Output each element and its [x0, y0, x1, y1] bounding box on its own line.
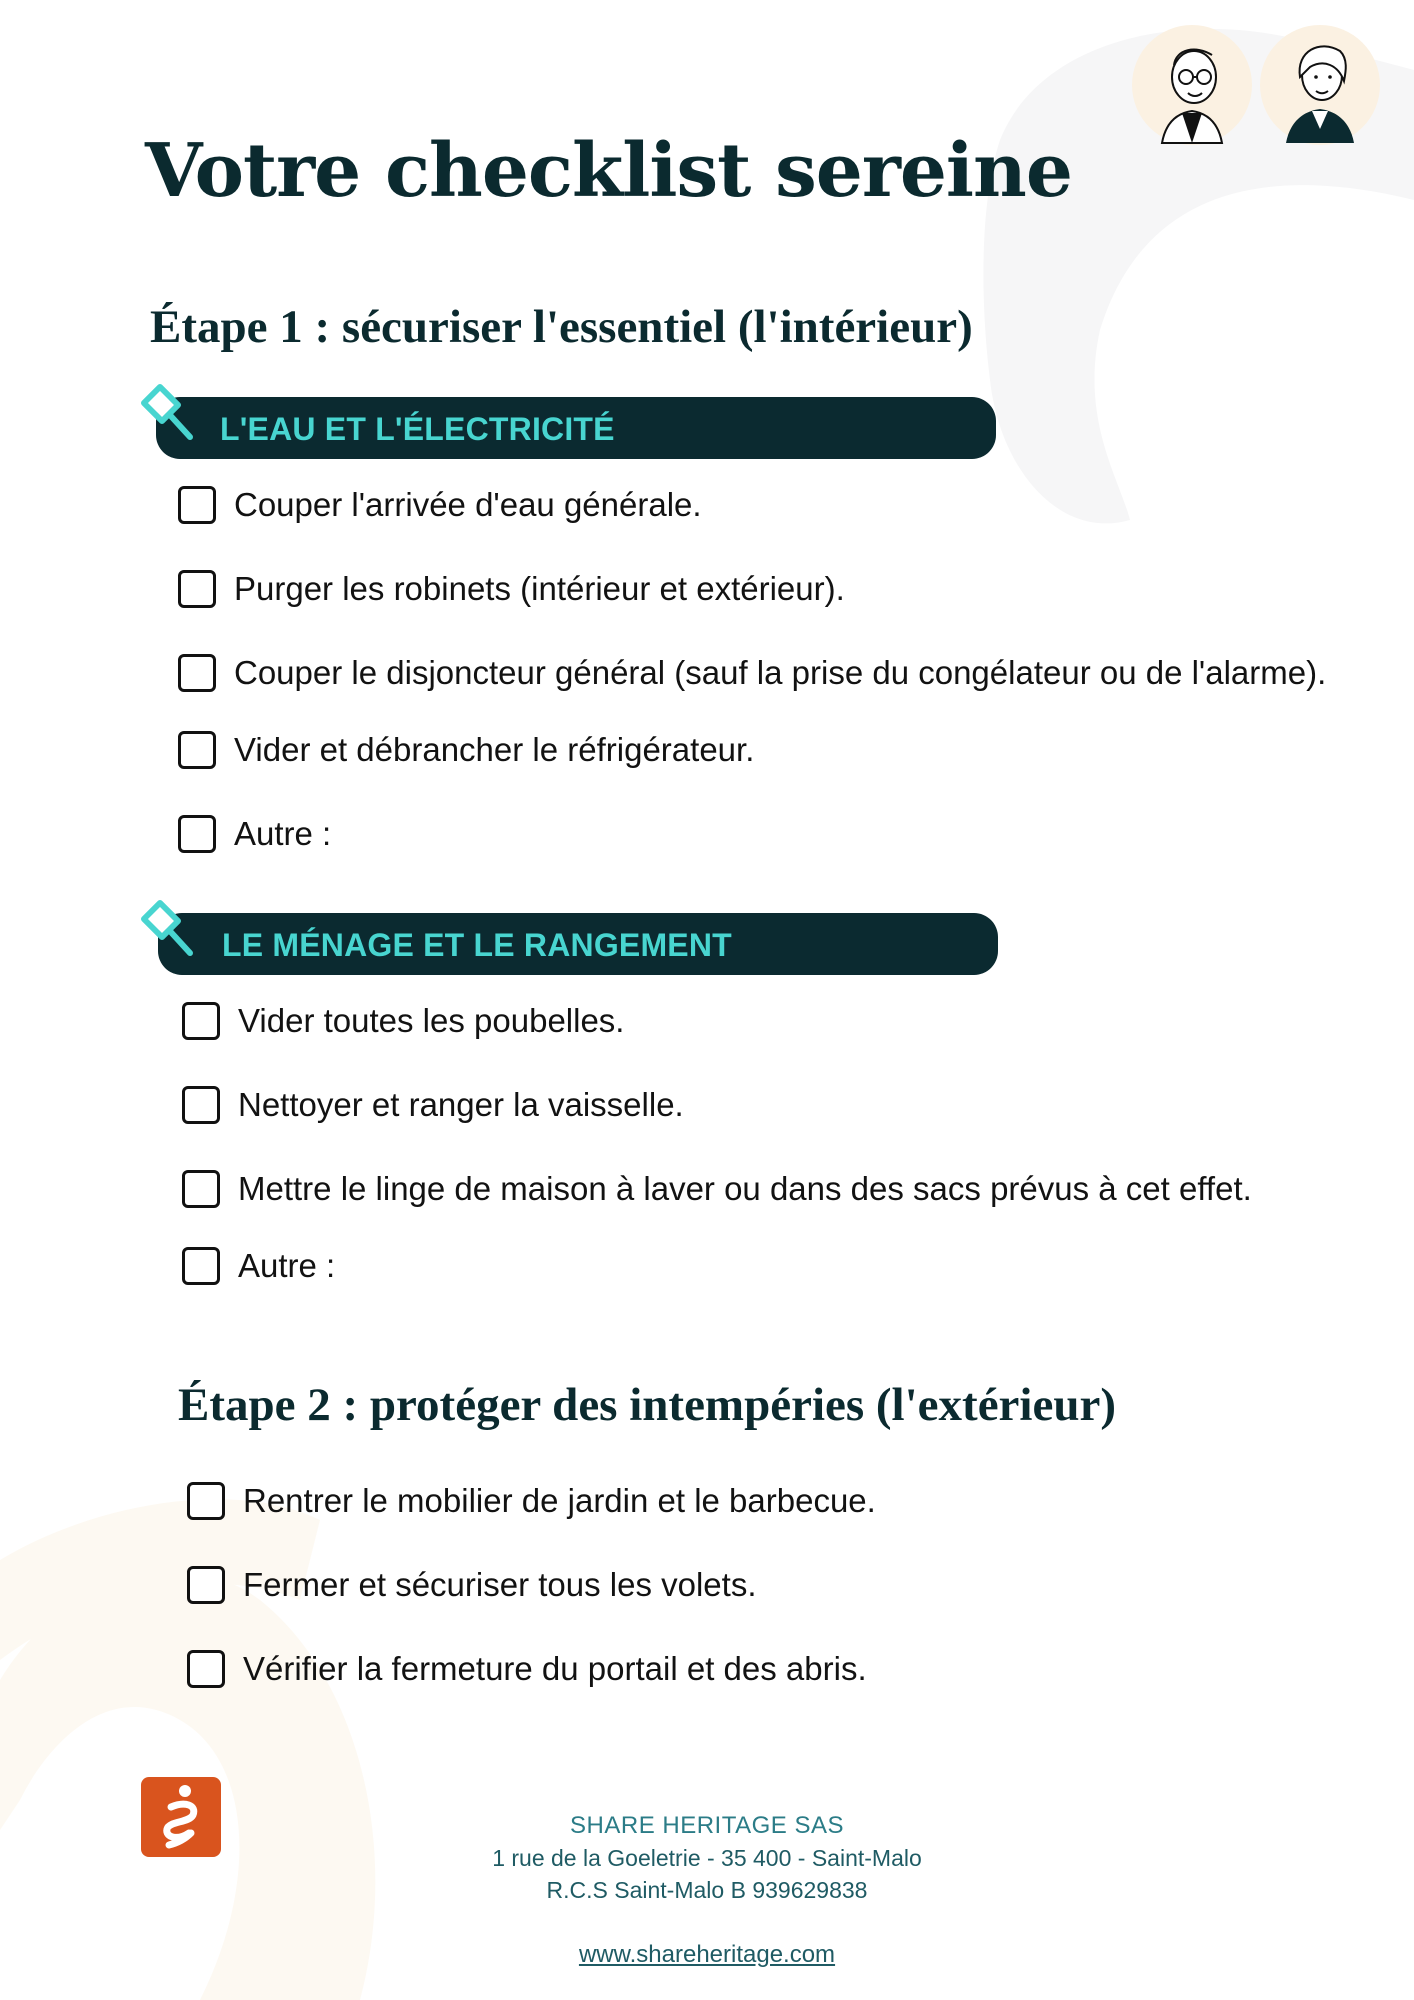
- checklist-item[interactable]: [182, 1082, 684, 1128]
- checklist-item[interactable]: [182, 998, 624, 1044]
- checkbox[interactable]: [182, 1002, 220, 1040]
- checklist-item[interactable]: [182, 1166, 1252, 1212]
- pushpin-icon: [138, 899, 200, 961]
- item-label: Vérifier la fermeture du portail et des abris.: [243, 1650, 867, 1687]
- item-label: Autre :: [234, 815, 332, 852]
- item-label: Couper le disjoncteur général (sauf la prise du congélateur ou de l'alarme).: [234, 654, 1327, 691]
- checkbox[interactable]: [187, 1566, 225, 1604]
- checkbox[interactable]: [178, 486, 216, 524]
- checkbox[interactable]: [178, 570, 216, 608]
- section-cleaning-tidying: [158, 913, 998, 975]
- checklist-item[interactable]: [178, 811, 331, 857]
- company-logo: [141, 1777, 221, 1857]
- checklist-item[interactable]: [187, 1478, 876, 1524]
- page-title: Votre checklist sereine: [145, 128, 1072, 214]
- item-label: Vider et débrancher le réfrigérateur.: [234, 731, 755, 768]
- checkbox[interactable]: [182, 1247, 220, 1285]
- website-link[interactable]: www.shareheritage.com: [578, 1941, 836, 1968]
- section-water-electricity: [156, 397, 996, 459]
- section-label: LE MÉNAGE ET LE RANGEMENT: [222, 927, 732, 963]
- checklist-item[interactable]: [178, 727, 754, 773]
- avatar-man: [1132, 25, 1252, 145]
- checklist-item[interactable]: [182, 1243, 335, 1289]
- checklist-item[interactable]: [178, 482, 702, 528]
- item-label: Couper l'arrivée d'eau générale.: [234, 486, 702, 523]
- checklist-item[interactable]: [178, 650, 1326, 696]
- item-label: Autre :: [238, 1247, 336, 1284]
- step-1-title: Étape 1 : sécuriser l'essentiel (l'intérieur): [150, 301, 973, 353]
- checkbox[interactable]: [178, 654, 216, 692]
- footer: [407, 1810, 1007, 1971]
- footer-address: 1 rue de la Goeletrie - 35 400 - Saint-Malo: [492, 1845, 922, 1871]
- checklist-item[interactable]: [187, 1562, 757, 1608]
- checklist-item[interactable]: [178, 566, 845, 612]
- checkbox[interactable]: [178, 815, 216, 853]
- footer-rcs: R.C.S Saint-Malo B 939629838: [546, 1877, 868, 1903]
- item-label: Rentrer le mobilier de jardin et le barbecue.: [243, 1482, 876, 1519]
- item-label: Purger les robinets (intérieur et extérieur).: [234, 570, 845, 607]
- checkbox[interactable]: [178, 731, 216, 769]
- footer-company: SHARE HERITAGE SAS: [570, 1812, 844, 1839]
- item-label: Fermer et sécuriser tous les volets.: [243, 1566, 757, 1603]
- avatar-woman: [1260, 25, 1380, 145]
- item-label: Vider toutes les poubelles.: [238, 1002, 625, 1039]
- checkbox[interactable]: [187, 1482, 225, 1520]
- step-2-title: Étape 2 : protéger des intempéries (l'extérieur): [178, 1379, 1116, 1431]
- checkbox[interactable]: [182, 1086, 220, 1124]
- checkbox[interactable]: [187, 1650, 225, 1688]
- pushpin-icon: [138, 383, 200, 445]
- checkbox[interactable]: [182, 1170, 220, 1208]
- checklist-item[interactable]: [187, 1646, 867, 1692]
- item-label: Mettre le linge de maison à laver ou dans des sacs prévus à cet effet.: [238, 1170, 1252, 1207]
- item-label: Nettoyer et ranger la vaisselle.: [238, 1086, 684, 1123]
- section-label: L'EAU ET L'ÉLECTRICITÉ: [220, 411, 615, 447]
